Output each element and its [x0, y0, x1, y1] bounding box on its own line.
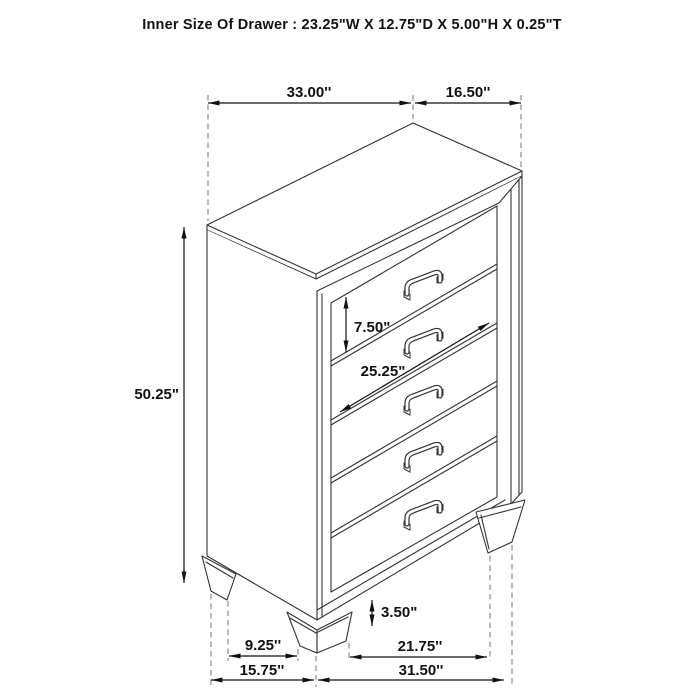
chest-body: [202, 123, 525, 653]
dim-label-side-leg-spacing: 9.25'': [244, 637, 282, 654]
dim-label-leg-height: 3.50": [381, 604, 418, 621]
dim-label-overall-height: 50.25": [134, 386, 179, 403]
diagram-title: Inner Size Of Drawer : 23.25"W X 12.75"D X 5.00"H X 0.25"T: [142, 17, 562, 33]
dim-label-top-depth: 16.50'': [445, 84, 491, 101]
dim-label-drawer-width: 25.25": [360, 363, 406, 380]
chest-left-side-panel: [207, 230, 317, 620]
dim-label-front-leg-spacing: 21.75'': [397, 638, 443, 655]
dim-label-top-width: 33.00'': [286, 84, 332, 101]
dim-label-drawer-height: 7.50": [354, 319, 391, 336]
dim-label-base-width: 31.50'': [398, 662, 444, 679]
dim-label-base-depth: 15.75'': [239, 662, 285, 679]
